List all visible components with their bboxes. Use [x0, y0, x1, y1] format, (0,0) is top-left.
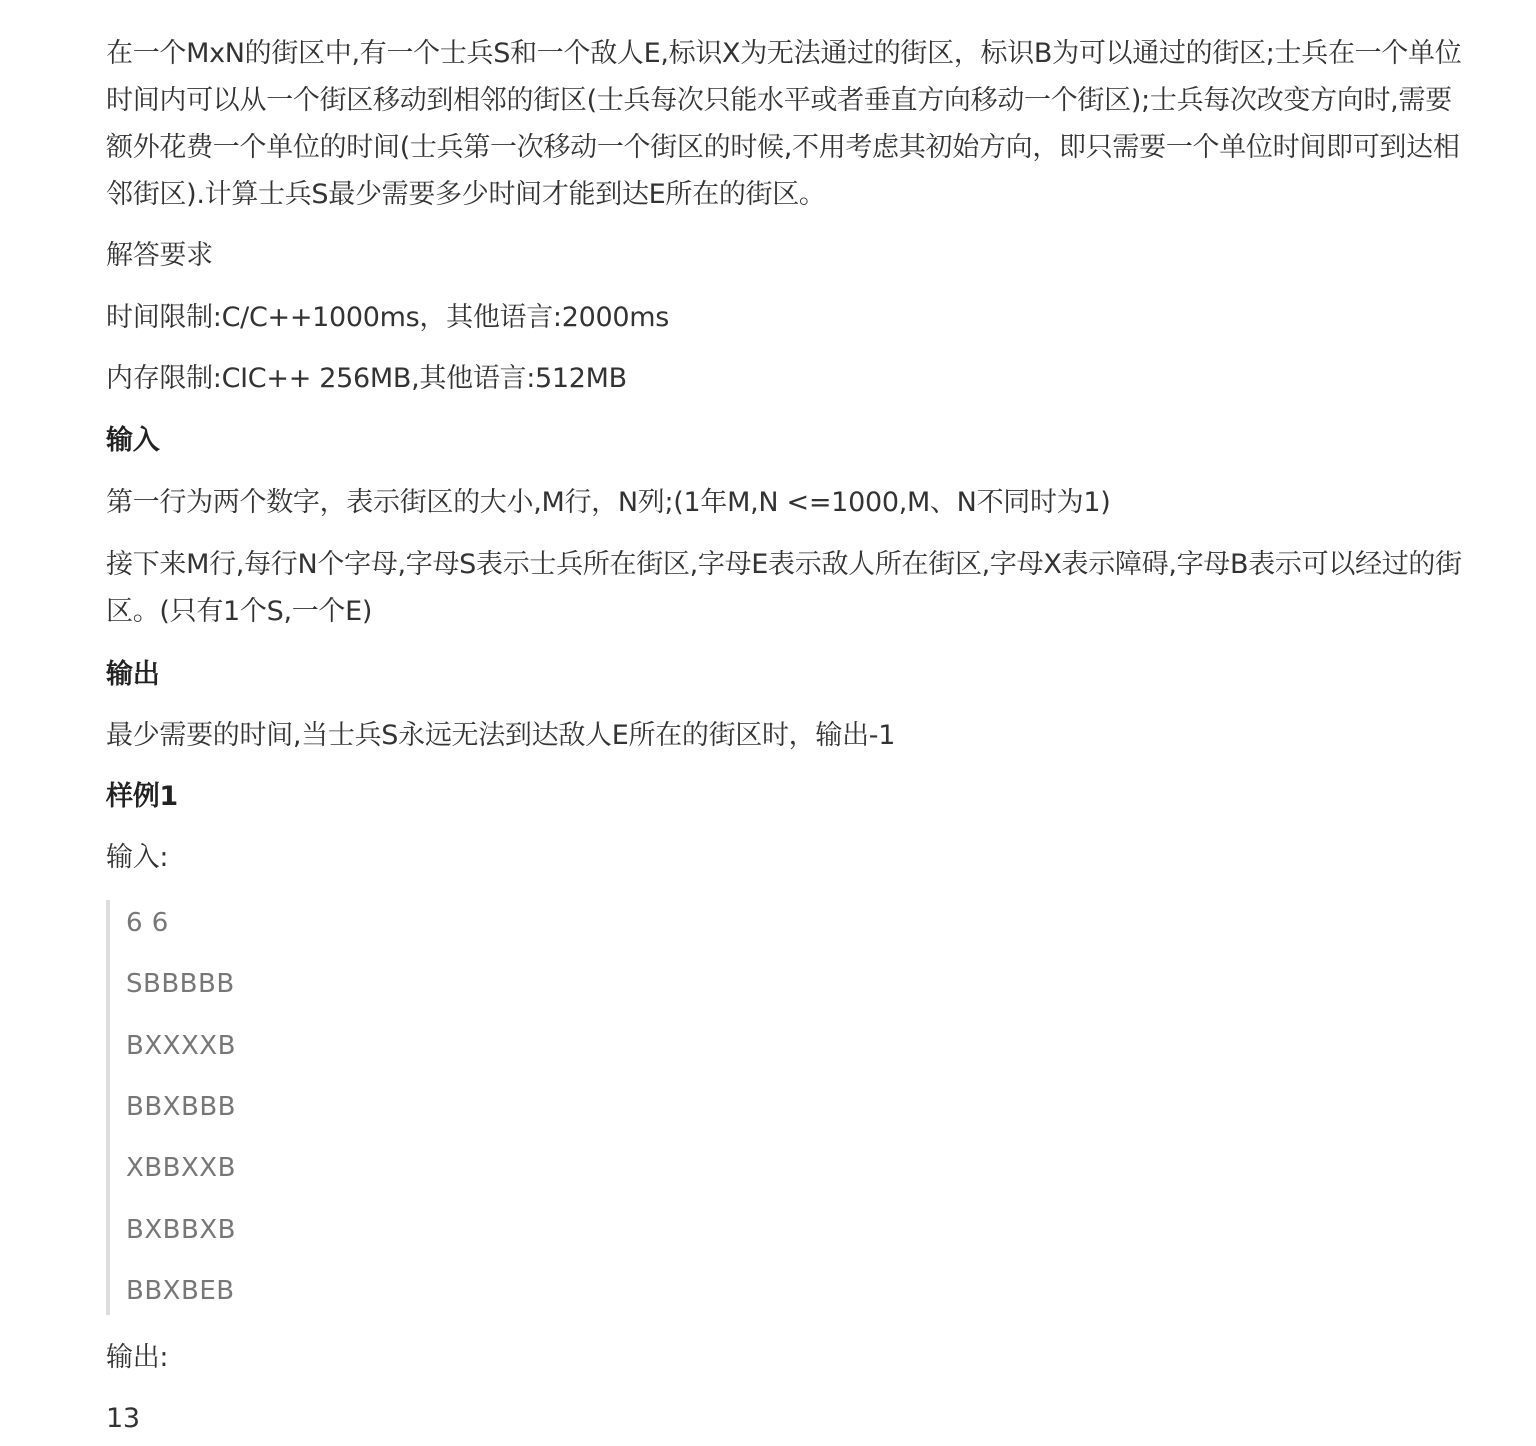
- requirements-heading: 解答要求: [106, 240, 213, 271]
- input-description-line1: 第一行为两个数字，表示街区的大小,M行，N列;(1年M,N <=1000,M、N不同时为1): [106, 487, 1111, 518]
- example-input-line: XBBXXB: [126, 1153, 236, 1183]
- example-input-label: 输入:: [106, 842, 169, 873]
- example-input-line: SBBBBB: [126, 969, 235, 999]
- example-heading: 样例1: [106, 781, 178, 812]
- memory-limit: 内存限制:CIC++ 256MB,其他语言:512MB: [106, 363, 627, 394]
- input-description-line2: 接下来M行,每行N个字母,字母S表示士兵所在街区,字母E表示敌人所在街区,字母X表示障碍,字母B表示可以经过的街区。(只有1个S,一个E): [106, 549, 1462, 627]
- example-input-line: BBXBEB: [126, 1276, 235, 1306]
- example-input-line: 6 6: [126, 908, 169, 938]
- output-description: 最少需要的时间,当士兵S永远无法到达敌人E所在的街区时，输出-1: [106, 720, 896, 751]
- example-input-line: BXXXXB: [126, 1031, 236, 1061]
- example-input-line: BBXBBB: [126, 1092, 236, 1122]
- input-heading: 输入: [106, 425, 160, 456]
- example-input-block: [106, 900, 710, 1315]
- example-output-label: 输出:: [106, 1342, 169, 1373]
- example-input-line: BXBBXB: [126, 1215, 236, 1245]
- time-limit: 时间限制:C/C++1000ms，其他语言:2000ms: [106, 302, 670, 333]
- problem-description: 在一个MxN的街区中,有一个士兵S和一个敌人E,标识X为无法通过的街区，标识B为可以通过的街区;士兵在一个单位时间内可以从一个街区移动到相邻的街区(士兵每次只能水平或者垂直方向移动一个街区);士兵每次改变方向时,需要额外花费一个单位的时间(士兵第一次移动一个街区的时候,不用考虑其初始方向，即只需要一个单位时间即可到达相邻街区).计算士兵S最少需要多少时间才能到达E所在的街区。: [106, 38, 1462, 210]
- output-heading: 输出: [106, 659, 160, 690]
- example-output-value: 13: [106, 1403, 140, 1434]
